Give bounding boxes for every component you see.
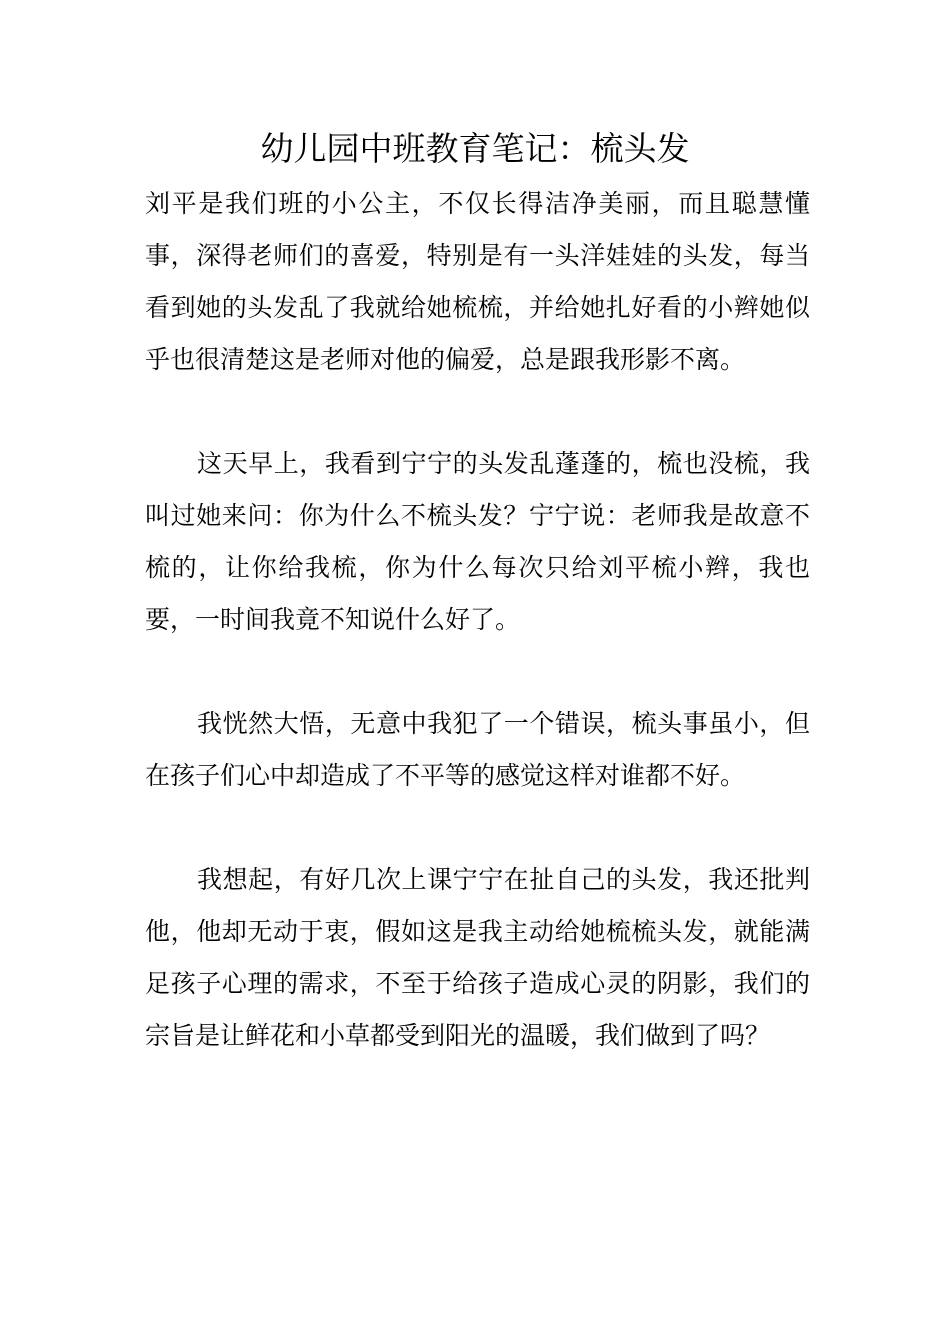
- paragraph-3: 我恍然大悟，无意中我犯了一个错误，梳头事虽小，但在孩子们心中却造成了不平等的感觉这样对谁都不好。: [145, 709, 810, 790]
- paragraph-gap: [145, 386, 810, 438]
- paragraph-4: 我想起，有好几次上课宁宁在扯自己的头发，我还批判他，他却无动于衷，假如这是我主动给她梳梳头发，就能满足孩子心理的需求，不至于给孩子造成心灵的阴影，我们的宗旨是让鲜花和小草都受到阳光的温暖，我们做到了吗？: [145, 865, 810, 1050]
- paragraph-gap: [145, 646, 810, 698]
- paragraph-1: 刘平是我们班的小公主，不仅长得洁净美丽，而且聪慧懂事，深得老师们的喜爱，特别是有一头洋娃娃的头发，每当看到她的头发乱了我就给她梳梳，并给她扎好看的小辫她似乎也很清楚这是老师对他的偏爱，总是跟我形影不离。: [145, 189, 810, 374]
- paragraph-2: 这天早上，我看到宁宁的头发乱蓬蓬的，梳也没梳，我叫过她来问：你为什么不梳头发？宁宁说：老师我是故意不梳的，让你给我梳，你为什么每次只给刘平梳小辫，我也要，一时间我竟不知说什么好了。: [145, 449, 810, 634]
- paragraph-gap: [145, 802, 810, 854]
- document-body: [145, 178, 810, 1062]
- document-title: 幼儿园中班教育笔记：梳头发: [260, 129, 690, 168]
